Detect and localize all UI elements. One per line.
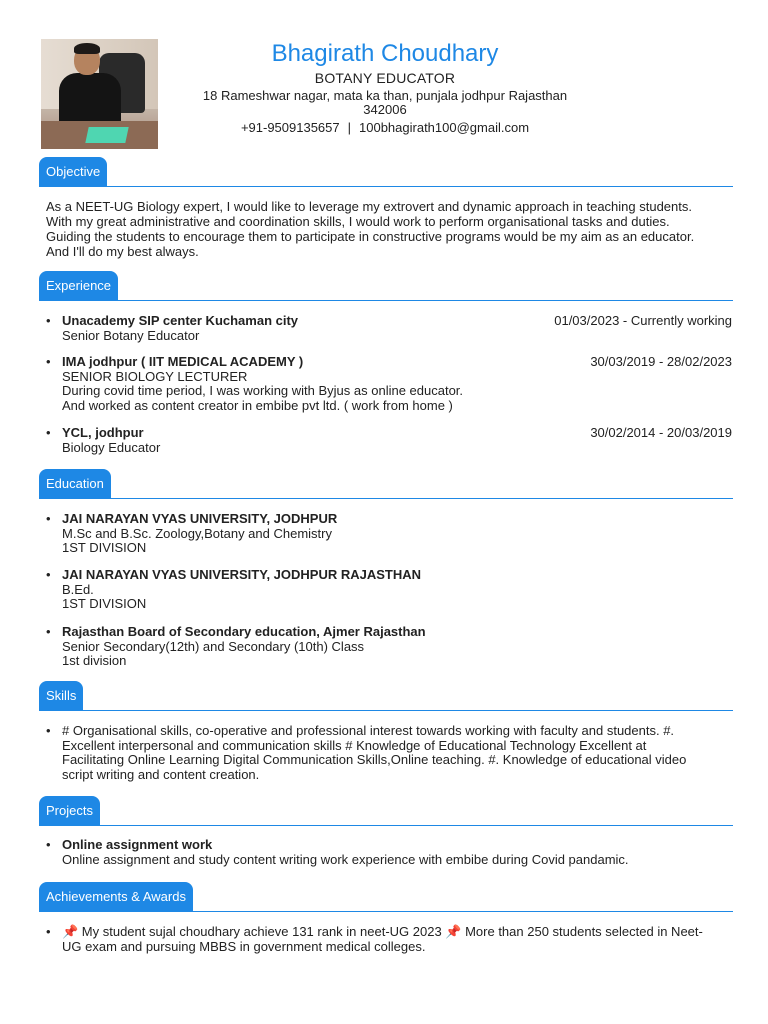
experience-org: YCL, jodhpur [62, 425, 144, 440]
bullet: • [46, 354, 51, 369]
candidate-name: Bhagirath Choudhary [271, 40, 499, 67]
address-line-2: 342006 [363, 102, 407, 117]
objective-line: And I'll do my best always. [46, 244, 199, 259]
education-degree: B.Ed. [62, 581, 94, 597]
experience-org: IMA jodhpur ( IIT MEDICAL ACADEMY ) [62, 354, 304, 369]
experience-tab: Experience [39, 271, 118, 301]
education-result: 1ST DIVISION [62, 540, 147, 555]
skills-section-header [39, 681, 733, 711]
resume-header [0, 0, 768, 160]
skills-line: script writing and content creation. [62, 766, 260, 782]
education-institution: JAI NARAYAN VYAS UNIVERSITY, JODHPUR RAJASTHAN [62, 567, 422, 582]
contact-separator: | [347, 120, 352, 135]
objective-line: As a NEET-UG Biology expert, I would like to leverage my extrovert and dynamic approach in teaching students. [46, 199, 692, 214]
experience-dates: 30/02/2014 - 20/03/2019 [590, 425, 732, 440]
phone-number[interactable]: +91-9509135657 [240, 120, 340, 135]
achievement-line: UG exam and pursuing MBBS in government medical colleges. [62, 938, 426, 954]
education-institution: Rajasthan Board of Secondary education, Ajmer Rajasthan [62, 624, 426, 639]
objective-line: With my great administrative and coordination skills, I would work to perform organisational tasks and duties. [46, 214, 670, 229]
education-result: 1st division [62, 653, 127, 668]
achievement-line: 📌 My student sujal choudhary achieve 131 rank in neet-UG 2023 📌 More than 250 students selected in Neet- [62, 924, 703, 939]
bullet: • [46, 567, 51, 582]
experience-role: Senior Botany Educator [62, 327, 200, 343]
projects-tab: Projects [39, 796, 100, 826]
bullet: • [46, 511, 51, 526]
experience-role: SENIOR BIOLOGY LECTURER [62, 368, 248, 384]
project-description: Online assignment and study content writing work experience with embibe during Covid pandamic. [62, 851, 629, 867]
skills-line: Facilitating Online Learning Digital Communication Skills,Online teaching. #. Knowledge of educational video [62, 752, 687, 767]
bullet: • [46, 723, 51, 738]
education-result: 1ST DIVISION [62, 596, 147, 611]
bullet: • [46, 425, 51, 440]
achievements-tab: Achievements & Awards [39, 882, 193, 912]
contact-line [170, 120, 600, 135]
bullet: • [46, 924, 51, 939]
education-item [46, 568, 732, 612]
email-address[interactable]: 100bhagirath100@gmail.com [359, 120, 530, 135]
experience-org: Unacademy SIP center Kuchaman city [62, 313, 299, 328]
skills-item [46, 724, 732, 782]
experience-detail: And worked as content creator in embibe pvt ltd. ( work from home ) [62, 397, 453, 413]
education-tab: Education [39, 469, 111, 499]
profile-photo [41, 39, 158, 149]
project-title: Online assignment work [62, 837, 213, 852]
education-section-header [39, 469, 733, 499]
experience-item [46, 426, 732, 455]
education-degree: M.Sc and B.Sc. Zoology,Botany and Chemistry [62, 525, 332, 541]
education-degree: Senior Secondary(12th) and Secondary (10th) Class [62, 638, 365, 654]
experience-item [46, 355, 732, 413]
skills-tab: Skills [39, 681, 83, 711]
experience-role: Biology Educator [62, 439, 161, 455]
project-item [46, 838, 732, 867]
experience-dates: 30/03/2019 - 28/02/2023 [590, 354, 732, 369]
skills-line: # Organisational skills, co-operative and professional interest towards working with faculty and students. #. [62, 723, 675, 738]
experience-detail: During covid time period, I was working with Byjus as online educator. [62, 383, 464, 398]
education-institution: JAI NARAYAN VYAS UNIVERSITY, JODHPUR [62, 511, 338, 526]
achievement-item [46, 925, 732, 954]
objective-section-header [39, 157, 733, 187]
objective-line: Guiding the students to encourage them to participate in constructive programs would be my aim as an educator. [46, 229, 695, 244]
achievements-section-header [39, 882, 733, 912]
objective-tab: Objective [39, 157, 107, 187]
objective-text [46, 199, 731, 259]
experience-section-header [39, 271, 733, 301]
job-title: BOTANY EDUCATOR [314, 70, 456, 86]
bullet: • [46, 624, 51, 639]
bullet: • [46, 313, 51, 328]
address-line-1: 18 Rameshwar nagar, mata ka than, punjala jodhpur Rajasthan [202, 88, 568, 103]
projects-section-header [39, 796, 733, 826]
education-item [46, 512, 732, 556]
education-item [46, 625, 732, 669]
bullet: • [46, 837, 51, 852]
experience-dates: 01/03/2023 - Currently working [554, 313, 732, 328]
skills-line: Excellent interpersonal and communication skills # Knowledge of Educational Technology Excellent at [62, 737, 647, 753]
experience-item [46, 314, 732, 343]
